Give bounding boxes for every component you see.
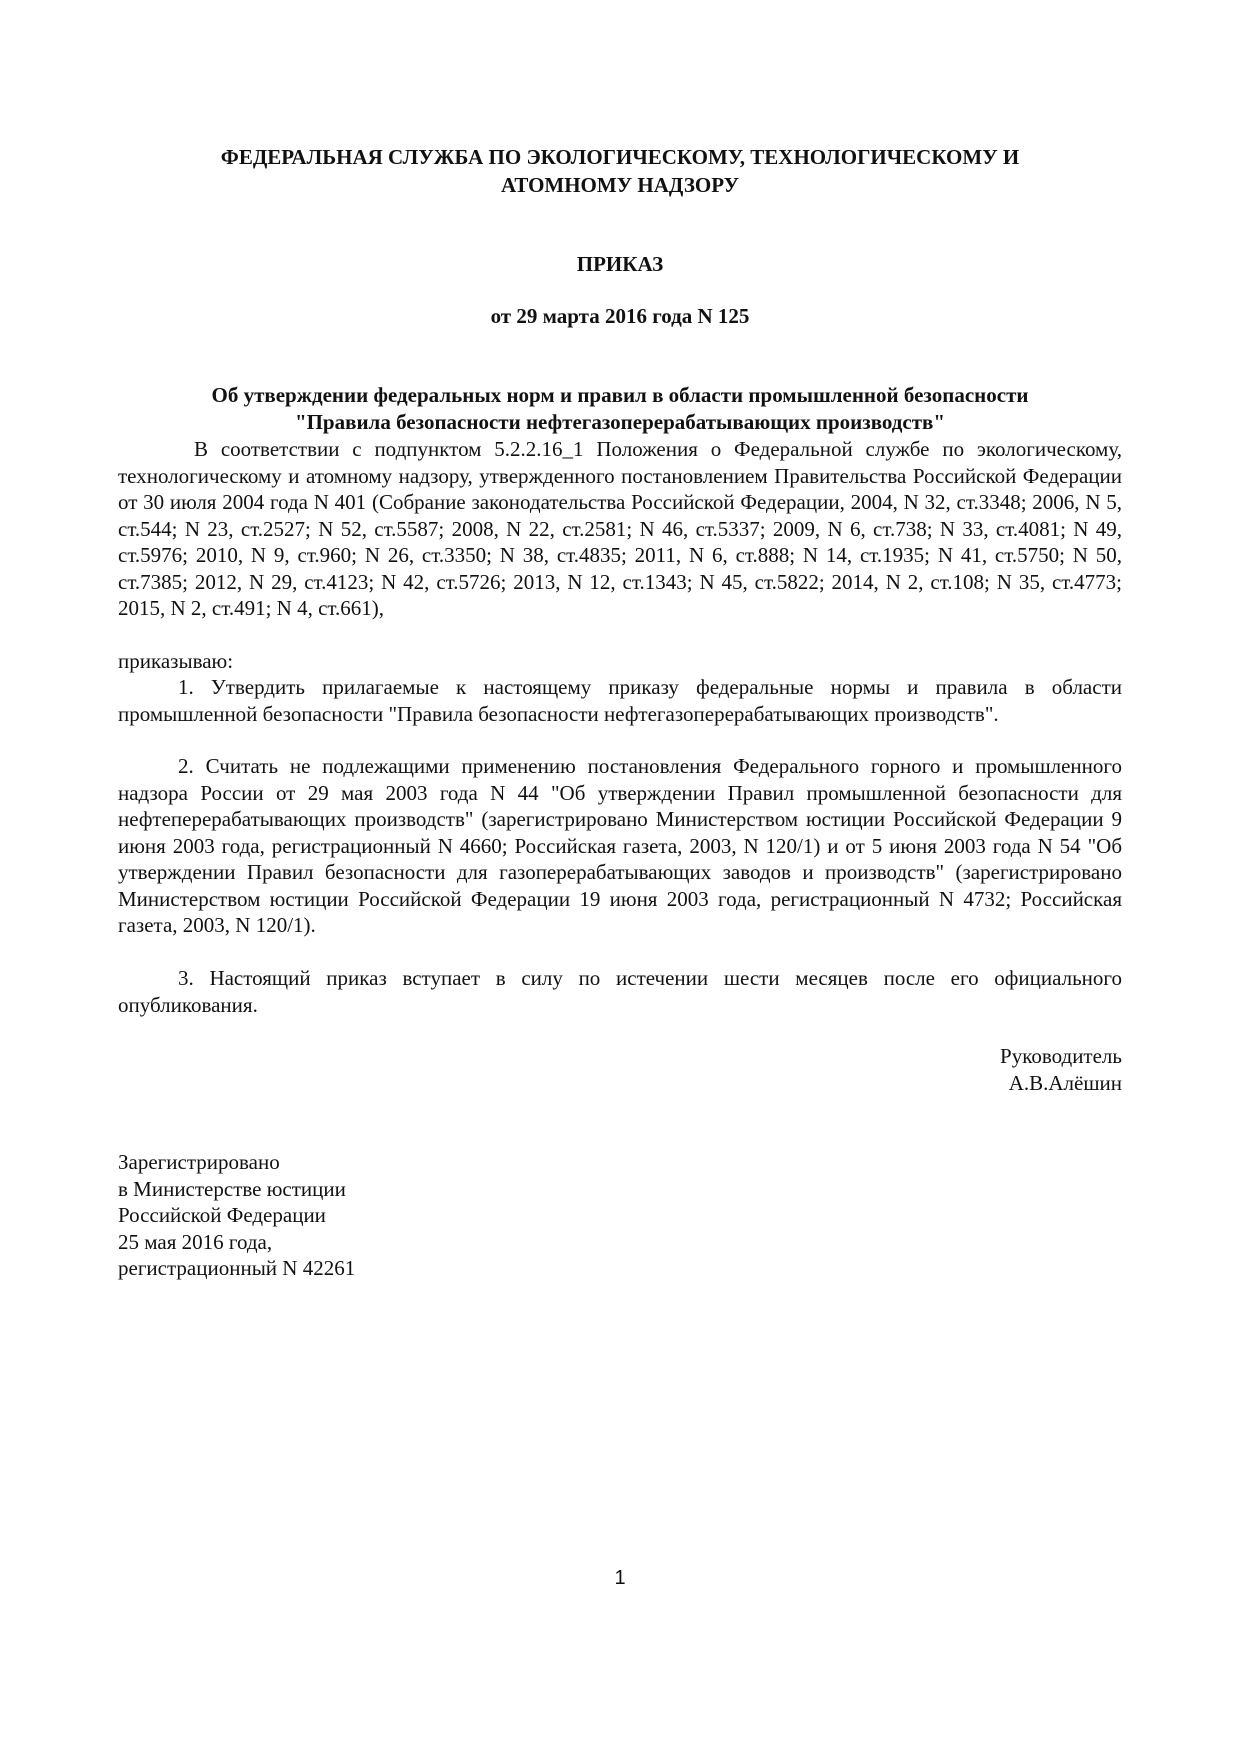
registration-line-5: регистрационный N 42261 [118, 1256, 356, 1280]
order-item-2: 2. Считать не подлежащими применению постановления Федерального горного и промышленного надзора России от 29 мая 2003 года N 44 "Об утверждении Правил промышленной безопасности для нефтеперерабатывающих производств" (зарегистрировано Министерством юстиции Российской Федерации 9 июня 2003 года, регистрационный N 4660; Российская газета, 2003, N 120/1) и от 5 июня 2003 года N 54 "Об утверждении Правил безопасности для газоперерабатывающих заводов и производств" (зарегистрировано Министерством юстиции Российской Федерации 19 июня 2003 года, регистрационный N 4732; Российская газета, 2003, N 120/1). [118, 754, 1122, 937]
signatory-name: А.В.Алёшин [1008, 1070, 1122, 1095]
document-page [118, 0, 1122, 1755]
document-title-line-1: Об утверждении федеральных норм и правил в области промышленной безопасности [211, 383, 1029, 407]
issuing-authority-line-2: АТОМНОМУ НАДЗОРУ [501, 173, 739, 197]
registration-line-4: 25 мая 2016 года, [118, 1229, 273, 1254]
signatory-position: Руководитель [1000, 1044, 1122, 1068]
document-title-line-2: "Правила безопасности нефтегазоперерабатывающих производств" [294, 410, 946, 434]
legal-basis-paragraph: В соответствии с подпунктом 5.2.2.16_1 Положения о Федеральной службе по экологическому, технологическому и атомному надзору, утвержденного постановлением Правительства Российской Федерации от 30 июля 2004 года N 401 (Собрание законодательства Российской Федерации, 2004, N 32, ст.3348; 2006, N 5, ст.544; N 23, ст.2527; N 52, ст.5587; 2008, N 22, ст.2581; N 46, ст.5337; 2009, N 6, ст.738; N 33, ст.4081; N 49, ст.5976; 2010, N 9, ст.960; N 26, ст.3350; N 38, ст.4835; 2011, N 6, ст.888; N 14, ст.1935; N 41, ст.5750; N 50, ст.7385; 2012, N 29, ст.4123; N 42, ст.5726; 2013, N 12, ст.1343; N 45, ст.5822; 2014, N 2, ст.108; N 35, ст.4773; 2015, N 2, ст.491; N 4, ст.661), [118, 437, 1122, 620]
order-word: приказываю: [118, 649, 234, 673]
document-date-number: от 29 марта 2016 года N 125 [490, 304, 750, 328]
order-item-3: 3. Настоящий приказ вступает в силу по истечении шести месяцев после его официального опубликования. [118, 966, 1122, 1017]
document-title [118, 382, 1122, 436]
page-number: 1 [614, 1567, 626, 1589]
registration-block [118, 1149, 618, 1282]
registration-line-2: в Министерстве юстиции [118, 1176, 346, 1201]
registration-line-1: Зарегистрировано [118, 1150, 280, 1174]
order-item-1: 1. Утвердить прилагаемые к настоящему приказу федеральные нормы и правила в области промышленной безопасности "Правила безопасности нефтегазоперерабатывающих производств". [118, 675, 1122, 726]
issuing-authority-line-1: ФЕДЕРАЛЬНАЯ СЛУЖБА ПО ЭКОЛОГИЧЕСКОМУ, ТЕХНОЛОГИЧЕСКОМУ И [220, 145, 1020, 169]
registration-line-3: Российской Федерации [118, 1203, 326, 1227]
issuing-authority [118, 143, 1122, 199]
document-type: ПРИКАЗ [576, 252, 664, 276]
signature-block [722, 1043, 1122, 1096]
